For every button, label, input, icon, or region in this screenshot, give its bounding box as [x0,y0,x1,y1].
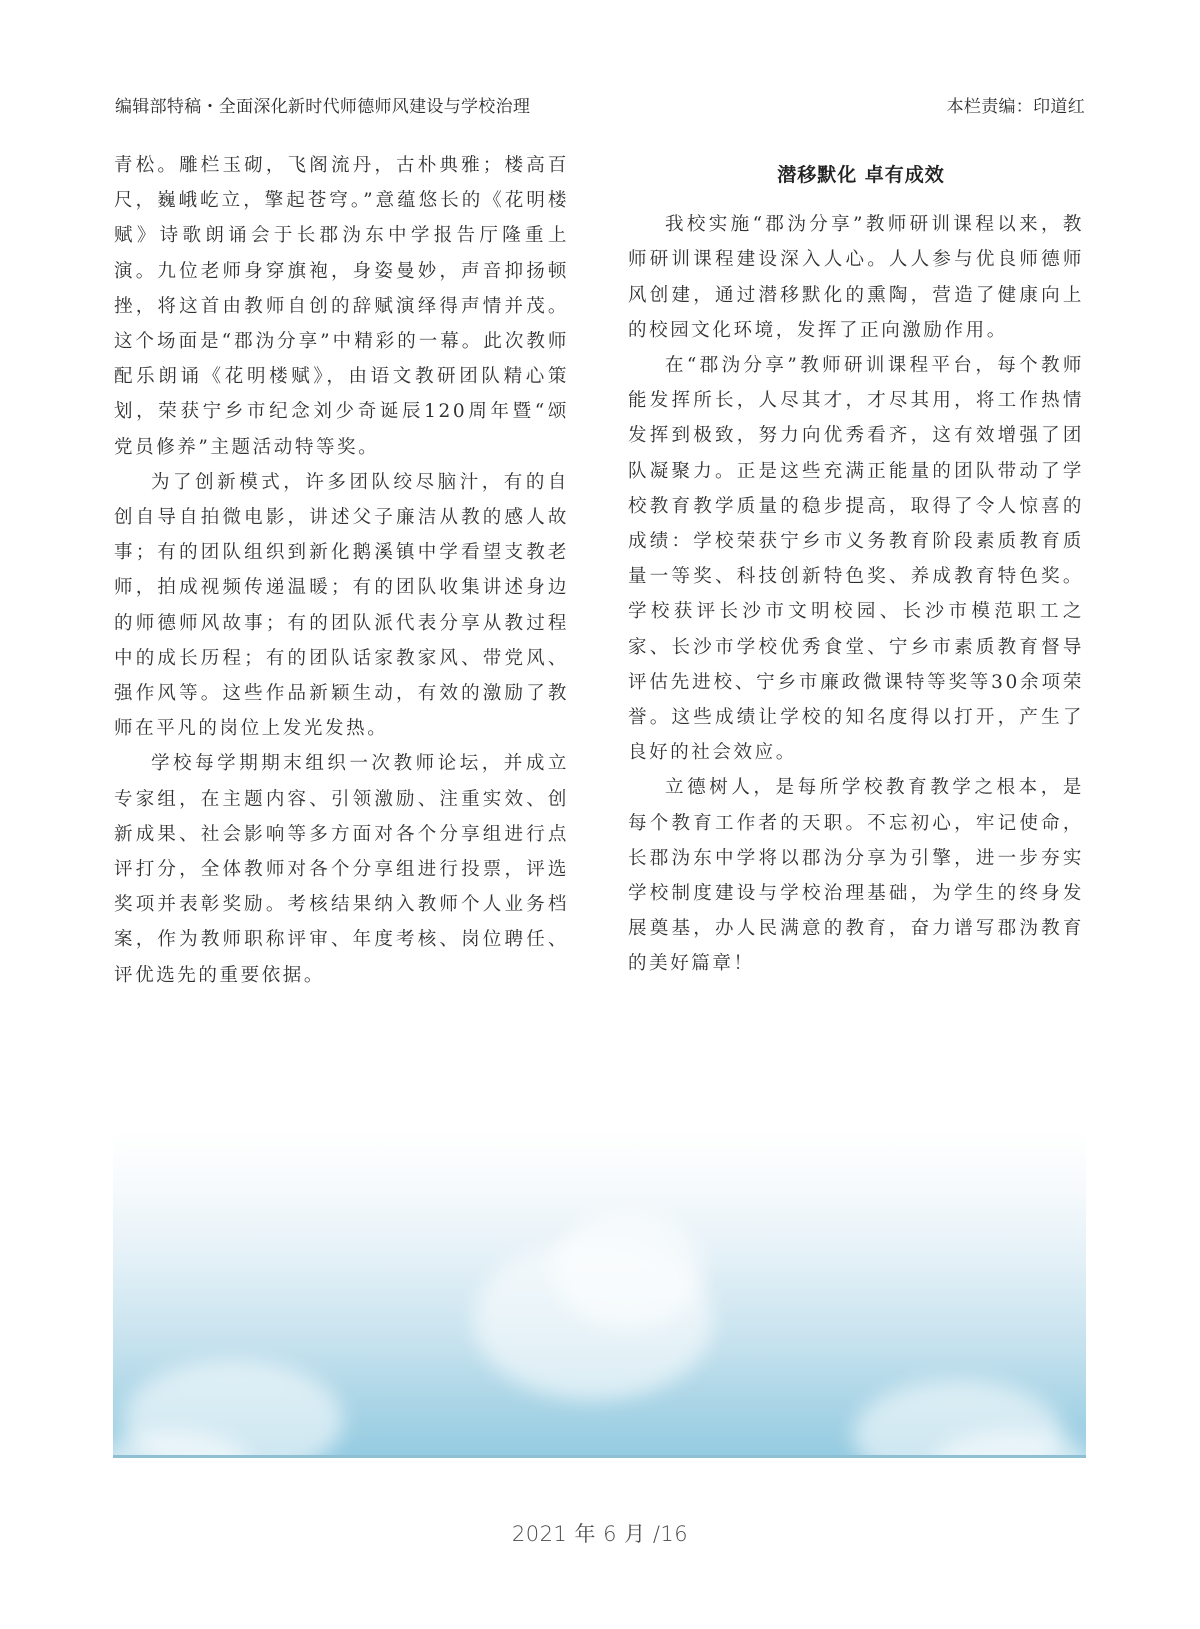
cloud-shape [553,1210,703,1330]
paragraph: 学校每学期期末组织一次教师论坛，并成立专家组，在主题内容、引领激励、注重实效、创新成果、社会影响等多方面对各个分享组进行点评打分，全体教师对各个分享组进行投票，评选奖项并表彰奖励。考核结果纳入教师个人业务档案，作为教师职称评审、年度考核、岗位聘任、评优选先的重要依据。 [114,753,569,986]
paragraph: 为了创新模式，许多团队绞尽脑汁，有的自创自导自拍微电影，讲述父子廉洁从教的感人故事；有的团队组织到新化鹅溪镇中学看望支教老师，拍成视频传递温暖；有的团队收集讲述身边的师德师风故事；有的团队派代表分享从教过程中的成长历程；有的团队话家教家风、带党风、强作风等。这些作品新颖生动，有效的激励了教师在平凡的岗位上发光发热。 [114,471,569,740]
section-header: 编辑部特稿・全面深化新时代师德师风建设与学校治理 [115,97,531,117]
image-bottom-edge [113,1455,1086,1458]
left-column [114,148,569,993]
page-folio: 2021 年 6 月 /16 [511,1522,689,1546]
sky-clouds-image [113,1130,1086,1458]
running-head [115,92,1085,120]
paragraph: 我校实施“郡沩分享”教师研训课程以来，教师研训课程建设深入人心。人人参与优良师德师风创建，通过潜移默化的熏陶，营造了健康向上的校园文化环境，发挥了正向激励作用。 [628,214,1084,341]
paragraph: 在“郡沩分享”教师研训课程平台，每个教师能发挥所长，人尽其才，才尽其用，将工作热情发挥到极致，努力向优秀看齐，这有效增强了团队凝聚力。正是这些充满正能量的团队带动了学校教育教学质量的稳步提高，取得了令人惊喜的成绩：学校荣获宁乡市义务教育阶段素质教育质量一等奖、科技创新特色奖、养成教育特色奖。学校获评长沙市文明校园、长沙市模范职工之家、长沙市学校优秀食堂、宁乡市素质教育督导评估先进校、宁乡市廉政微课特等奖等30余项荣誉。这些成绩让学校的知名度得以打开，产生了良好的社会效应。 [628,355,1084,764]
editor-credit: 本栏责编：印道红 [946,97,1085,117]
paragraph: 立德树人，是每所学校教育教学之根本，是每个教育工作者的天职。不忘初心，牢记使命，长郡沩东中学将以郡沩分享为引擎，进一步夯实学校制度建设与学校治理基础，为学生的终身发展奠基，办人民满意的教育，奋力谱写郡沩教育的美好篇章！ [628,777,1084,975]
paragraph: 青松。雕栏玉砌，飞阁流丹，古朴典雅；楼高百尺，巍峨屹立，擎起苍穹。”意蕴悠长的《花明楼赋》诗歌朗诵会于长郡沩东中学报告厅隆重上演。九位老师身穿旗袍，身姿曼妙，声音抑扬顿挫，将这首由教师自创的辞赋演绎得声情并茂。这个场面是“郡沩分享”中精彩的一幕。此次教师配乐朗诵《花明楼赋》，由语文教研团队精心策划，荣获宁乡市纪念刘少奇诞辰120周年暨“颂党员修养”主题活动特等奖。 [114,155,569,458]
section-title: 潜移默化 卓有成效 [777,164,945,186]
right-column [628,148,1084,982]
